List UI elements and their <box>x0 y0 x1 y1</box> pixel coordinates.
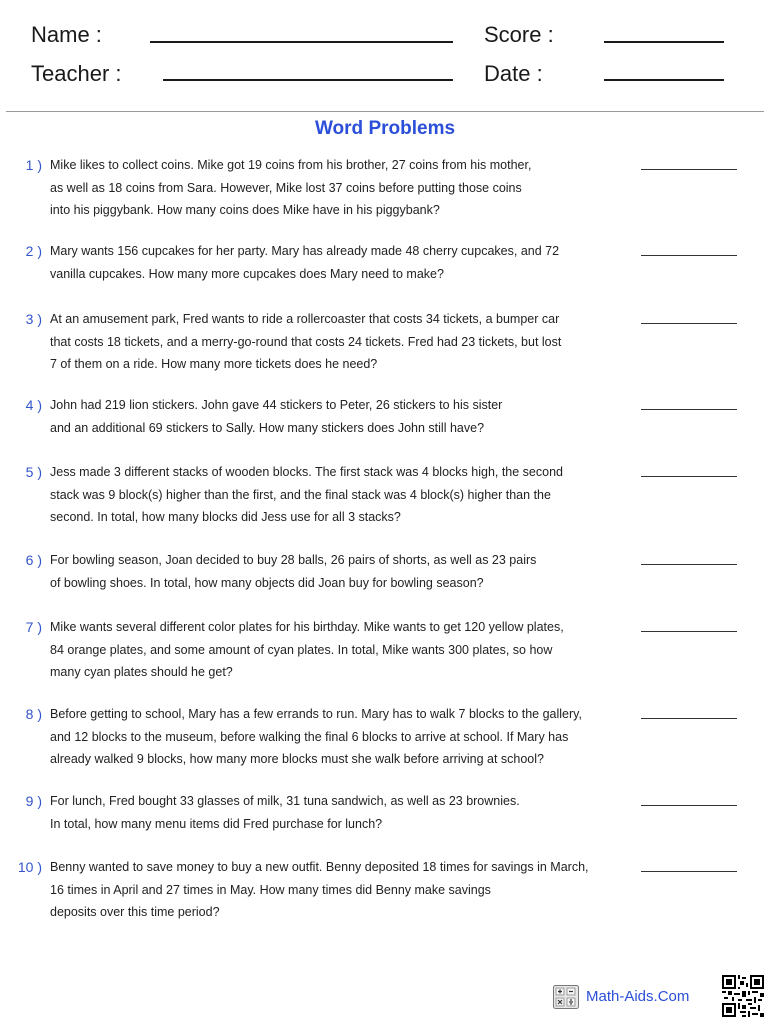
answer-line[interactable] <box>641 718 737 719</box>
problem-number: 5 ) <box>25 464 42 480</box>
teacher-label: Teacher : <box>31 61 122 86</box>
problem-line: 84 orange plates, and some amount of cyan plates. In total, Mike wants 300 plates, so how <box>50 642 553 657</box>
problem-text <box>50 790 625 835</box>
problem-line: 16 times in April and 27 times in May. How many times did Benny make savings <box>50 882 491 897</box>
problem-line: In total, how many menu items did Fred purchase for lunch? <box>50 816 383 831</box>
calculator-icon <box>553 985 579 1009</box>
teacher-field-line[interactable] <box>163 79 453 81</box>
problem-text <box>50 240 625 285</box>
answer-line[interactable] <box>641 871 737 872</box>
problem-line: John had 219 lion stickers. John gave 44 stickers to Peter, 26 stickers to his sister <box>50 398 503 412</box>
header-divider <box>6 111 764 112</box>
problem-line: Mary wants 156 cupcakes for her party. Mary has already made 48 cherry cupcakes, and 72 <box>50 244 560 258</box>
problem-line: deposits over this time period? <box>50 905 220 919</box>
name-field-line[interactable] <box>150 41 453 43</box>
problem-line: Mike likes to collect coins. Mike got 19 coins from his brother, 27 coins from his mother, <box>50 158 532 172</box>
problem-text <box>50 461 625 529</box>
problem-line: For bowling season, Joan decided to buy 28 balls, 26 pairs of shorts, as well as 23 pairs <box>50 553 537 567</box>
answer-line[interactable] <box>641 631 737 632</box>
problem-line: that costs 18 tickets, and a merry-go-round that costs 24 tickets. Fred had 23 tickets, but lost <box>50 334 562 349</box>
problem-line: 7 of them on a ride. How many more tickets does he need? <box>50 357 378 371</box>
answer-line[interactable] <box>641 409 737 410</box>
problem-line: as well as 18 coins from Sara. However, Mike lost 37 coins before putting those coins <box>50 180 522 195</box>
problem-text <box>50 154 625 222</box>
answer-line[interactable] <box>641 169 737 170</box>
date-label: Date : <box>484 61 543 86</box>
problem-line: stack was 9 block(s) higher than the first, and the final stack was 4 block(s) higher than the <box>50 487 551 502</box>
problem-text <box>50 308 625 376</box>
problem-text <box>50 703 625 771</box>
qr-code-icon <box>722 975 764 1017</box>
problem-number: 4 ) <box>25 397 42 413</box>
problem-number: 6 ) <box>25 552 42 568</box>
problem-line: and an additional 69 stickers to Sally. How many stickers does John still have? <box>50 420 485 435</box>
name-label: Name : <box>31 22 102 47</box>
problem-number: 2 ) <box>25 243 42 259</box>
answer-line[interactable] <box>641 323 737 324</box>
score-label: Score : <box>484 22 554 47</box>
problem-text <box>50 856 625 924</box>
answer-line[interactable] <box>641 476 737 477</box>
answer-line[interactable] <box>641 564 737 565</box>
problem-text <box>50 549 625 594</box>
problem-number: 7 ) <box>25 619 42 635</box>
problem-line: of bowling shoes. In total, how many objects did Joan buy for bowling season? <box>50 575 484 590</box>
problem-number: 8 ) <box>25 706 42 722</box>
answer-line[interactable] <box>641 255 737 256</box>
brand-link[interactable]: Math-Aids.Com <box>586 988 690 1005</box>
answer-line[interactable] <box>641 805 737 806</box>
problem-line: At an amusement park, Fred wants to ride a rollercoaster that costs 34 tickets, a bumper car <box>50 312 560 326</box>
problem-line: already walked 9 blocks, how many more blocks must she walk before arriving at school? <box>50 752 544 766</box>
problem-line: many cyan plates should he get? <box>50 665 233 679</box>
problem-line: vanilla cupcakes. How many more cupcakes does Mary need to make? <box>50 266 444 281</box>
score-field-line[interactable] <box>604 41 724 43</box>
problem-line: Jess made 3 different stacks of wooden blocks. The first stack was 4 blocks high, the second <box>50 465 563 479</box>
problem-line: Benny wanted to save money to buy a new outfit. Benny deposited 18 times for savings in March, <box>50 860 589 874</box>
problem-number: 10 ) <box>17 859 42 875</box>
problem-number: 1 ) <box>25 157 42 173</box>
problem-line: Before getting to school, Mary has a few errands to run. Mary has to walk 7 blocks to the gallery, <box>50 707 582 721</box>
problem-line: Mike wants several different color plates for his birthday. Mike wants to get 120 yellow plates, <box>50 620 564 634</box>
problem-number: 9 ) <box>25 793 42 809</box>
problem-line: and 12 blocks to the museum, before walking the final 6 blocks to arrive at school. If Mary has <box>50 729 569 744</box>
problem-number: 3 ) <box>25 311 42 327</box>
problem-text <box>50 394 625 439</box>
page-title: Word Problems <box>314 118 456 139</box>
problem-line: For lunch, Fred bought 33 glasses of milk, 31 tuna sandwich, as well as 23 brownies. <box>50 794 520 808</box>
problem-line: into his piggybank. How many coins does Mike have in his piggybank? <box>50 203 440 217</box>
date-field-line[interactable] <box>604 79 724 81</box>
problem-line: second. In total, how many blocks did Jess use for all 3 stacks? <box>50 510 401 524</box>
problem-text <box>50 616 625 684</box>
